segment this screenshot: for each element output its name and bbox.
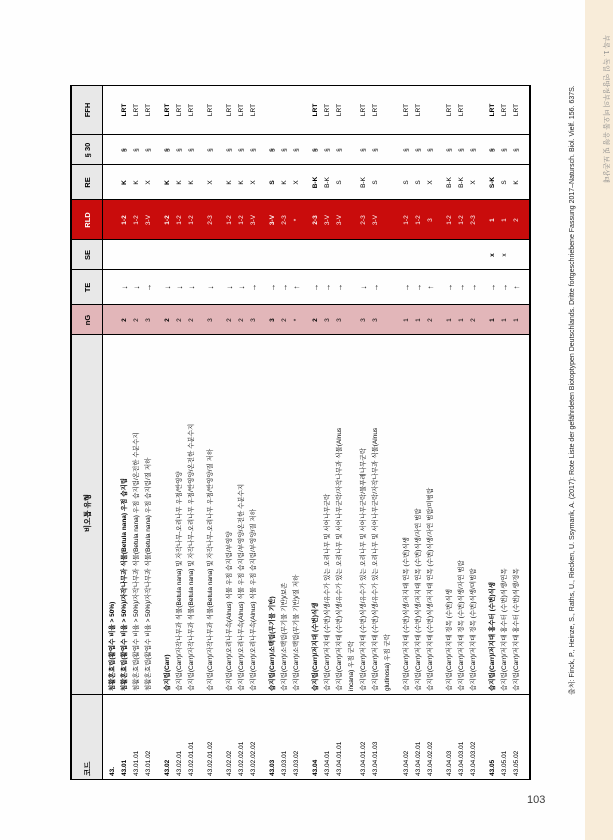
- cell-ng: 2: [176, 318, 183, 322]
- cell-ffh: LRT: [226, 103, 233, 117]
- cell-re: X: [145, 180, 152, 185]
- cell-ng: 2: [164, 318, 171, 322]
- cell-rld: 3: [427, 218, 434, 222]
- column-rule: [72, 694, 529, 695]
- cell-re: S: [403, 180, 410, 185]
- cell-code: 43.02.01.02: [207, 741, 214, 776]
- cell-p30: §: [250, 148, 257, 152]
- table-row: [248, 85, 260, 780]
- table-row: [131, 85, 143, 780]
- cell-name: 습지림(Carr)/저지대 (수변)식생/저지대 연목 (수변)식생/자연 범람/미범람: [427, 487, 434, 691]
- column-header-name: 비오톱 유형: [82, 493, 92, 533]
- cell-code: 43.: [109, 766, 116, 776]
- cell-code: 43.04.02.02: [427, 741, 434, 776]
- cell-name: 습지림(Carr)/소택림(무기물 기반)/보존: [281, 582, 288, 691]
- cell-rld: 3-V: [269, 214, 276, 226]
- cell-ng: 1: [415, 318, 422, 322]
- cell-te: →: [402, 283, 411, 292]
- column-rule: [72, 334, 529, 335]
- cell-name: 습지림(Carr)/저지대 경목 (수변)식생: [446, 588, 453, 691]
- cell-code: 43.02.02: [226, 750, 233, 776]
- table-row: [444, 85, 456, 780]
- cell-code: 43.02.01.01: [188, 741, 195, 776]
- cell-ffh: LRT: [176, 103, 183, 117]
- group-gap: [155, 85, 162, 780]
- cell-name: 습지림(Carr)/저지대 경목 (수변)식생/자연 범람: [458, 560, 465, 691]
- cell-ng: 1: [403, 318, 410, 322]
- cell-rld: 1-2: [133, 215, 140, 225]
- cell-code: 43.01.01: [133, 750, 140, 776]
- table-header-row: [72, 85, 103, 780]
- cell-re: B-K: [360, 177, 367, 188]
- cell-re: S: [501, 180, 508, 185]
- cell-te: →: [445, 283, 454, 292]
- cell-ng: 3: [269, 318, 276, 322]
- column-header-code: 코드: [82, 761, 92, 776]
- column-header-ng: nG: [82, 314, 92, 326]
- table-row: [310, 85, 322, 780]
- cell-se: x: [501, 253, 508, 257]
- cell-te: →: [488, 283, 497, 292]
- cell-te: →: [500, 283, 509, 292]
- table-row: [468, 85, 480, 780]
- cell-ng: 1: [489, 318, 496, 322]
- cell-te: →: [249, 283, 258, 292]
- column-rule: [72, 164, 529, 165]
- column-header-te: TE: [82, 282, 92, 293]
- cell-p30: §: [269, 148, 276, 152]
- table-row: [267, 85, 279, 780]
- cell-rld: 3-V: [324, 214, 331, 226]
- column-rule: [72, 304, 529, 305]
- cell-name: 습지림(Carr)/저지대 (수변)식생/저지대 연목 (수변)식생: [403, 537, 410, 691]
- cell-code: 43.04.02: [403, 750, 410, 776]
- cell-ng: 1: [446, 318, 453, 322]
- cell-rld: 1-2: [176, 215, 183, 225]
- cell-te: ↓: [237, 285, 246, 290]
- table-row: [456, 85, 468, 780]
- cell-ng: 2: [238, 318, 245, 322]
- cell-rld: 3-V: [372, 214, 379, 226]
- table-row: [401, 85, 413, 780]
- cell-name: 습지림(Carr)/저지대 (수변)식생/유수가 있는 오리나무 및 서어나무군락/자작나무과 식물(Alnus incana) 우점 군락: [336, 427, 355, 691]
- cell-te: →: [414, 283, 423, 292]
- cell-ffh: LRT: [312, 103, 319, 117]
- cell-code: 43.02.02.02: [250, 741, 257, 776]
- cell-re: K: [121, 180, 128, 185]
- cell-p30: §: [470, 148, 477, 152]
- cell-name: 습지림(Carr)/저지대 경목 (수변)식생/미범람: [470, 568, 477, 691]
- cell-name: 침활혼효림(활엽수 비율 > 50%)/자작나무과 식물(Betula nana) 우점 습지림: [121, 477, 128, 691]
- cell-name: 습지림(Carr)/저지대 홍수터 (수변)식생/경목: [513, 568, 520, 691]
- cell-code: 43.04.01: [324, 750, 331, 776]
- cell-re: B-K: [446, 177, 453, 188]
- cell-te: →: [144, 283, 153, 292]
- cell-ffh: LRT: [164, 103, 171, 117]
- cell-p30: §: [489, 148, 496, 152]
- cell-code: 43.05: [489, 759, 496, 776]
- cell-rld: 2-3: [470, 215, 477, 225]
- column-rule: [72, 199, 529, 200]
- cell-p30: §: [360, 148, 367, 152]
- cell-name: 습지림(Carr)/오리나무속(Alnus) 식물 우점 습지림/부영양/온전한 수분수지: [238, 483, 245, 691]
- cell-ng: 3: [324, 318, 331, 322]
- cell-name: 습지림(Carr)/오리나무속(Alnus) 식물 우점 습지림/부영양/질 저하: [250, 508, 257, 691]
- rotated-table-area: [70, 85, 585, 780]
- cell-p30: §: [501, 148, 508, 152]
- table-row: [291, 85, 303, 780]
- cell-rld: 2-3: [207, 215, 214, 225]
- cell-re: B-K: [312, 176, 319, 189]
- cell-rld: 3-V: [336, 214, 343, 226]
- cell-te: ↑: [512, 285, 521, 290]
- cell-code: 43.04: [312, 759, 319, 776]
- cell-re: K: [238, 180, 245, 185]
- group-gap: [260, 85, 267, 780]
- cell-name: 습지림(Carr)/저지대 홍수터 (수변)식생/연목: [501, 568, 508, 691]
- column-rule: [72, 779, 529, 780]
- cell-p30: §: [145, 148, 152, 152]
- cell-ffh: LRT: [372, 103, 379, 117]
- cell-rld: 1-2: [164, 215, 171, 225]
- cell-name: 습지림(Carr)/오리나무속(Alnus) 식물 우점 습지림/부영양: [226, 531, 233, 691]
- column-header-p30: § 30: [82, 142, 92, 158]
- table-row: [186, 85, 198, 780]
- cell-re: B-K: [458, 177, 465, 188]
- cell-name: 습지림(Carr)/저지대 (수변)식생/저지대 연목 (수변)식생/자연 범람: [415, 508, 422, 691]
- table-row: [174, 85, 186, 780]
- column-header-se: SE: [82, 250, 92, 261]
- cell-name: 습지림(Carr)/저지대 (수변)식생: [312, 602, 319, 691]
- cell-p30: §: [372, 148, 379, 152]
- cell-code: 43.03.01: [281, 750, 288, 776]
- column-header-ffh: FFH: [82, 102, 92, 118]
- cell-p30: §: [513, 148, 520, 152]
- cell-te: ↓: [225, 285, 234, 290]
- table-row: [162, 85, 174, 780]
- column-rule: [72, 134, 529, 135]
- cell-re: K: [164, 180, 171, 185]
- cell-te: ↑: [292, 285, 301, 290]
- cell-te: →: [335, 283, 344, 292]
- cell-te: ↓: [175, 285, 184, 290]
- table-row: [334, 85, 358, 780]
- cell-rld: 3-V: [145, 214, 152, 226]
- cell-name: 습지림(Carr)/저지대 (수변)식생/유수가 있는 오리나무 및 서어나무군락/물푸레나무군락: [360, 448, 367, 691]
- cell-ffh: LRT: [133, 103, 140, 117]
- cell-ffh: LRT: [145, 103, 152, 117]
- cell-ffh: LRT: [250, 103, 257, 117]
- cell-name: 침활혼효림(활엽수 비율 > 50%)/자작나무과 식물(Betula nana) 우점 습지림/질 저하: [145, 457, 152, 691]
- cell-re: X: [470, 180, 477, 185]
- group-gap: [303, 85, 310, 780]
- cell-p30: §: [238, 148, 245, 152]
- table-row: [205, 85, 217, 780]
- cell-p30: §: [312, 148, 319, 152]
- side-caption: 부록 1. 독일 연방정부의 비오톱 유형 및 보존상태: [602, 35, 609, 183]
- cell-re: K: [188, 180, 195, 185]
- cell-p30: §: [336, 148, 343, 152]
- cell-code: 43.04.01.01: [336, 741, 343, 776]
- cell-ng: 2: [427, 318, 434, 322]
- cell-te: →: [280, 283, 289, 292]
- source-citation: 출처: Finck, P., Heinze, S., Raths, U., Riecken, U. Ssymank, A. (2017): Rote Liste der gefährdeten Biotoptypen Deutschlands. Dritte fortgeschriebene Fassung 2017–Natursch. Biol. Vielf. 156. 637S.: [569, 85, 576, 695]
- cell-rld: 3-V: [250, 214, 257, 226]
- cell-te: →: [268, 283, 277, 292]
- cell-name: 습지림(Carr)/저지대 홍수터 (수변)식생: [489, 581, 496, 691]
- cell-ng: 1: [501, 318, 508, 322]
- column-rule: [72, 85, 529, 86]
- cell-te: ↓: [359, 285, 368, 290]
- cell-ffh: LRT: [336, 103, 343, 117]
- group-gap: [437, 85, 444, 780]
- cell-re: K: [176, 180, 183, 185]
- cell-p30: §: [121, 148, 128, 152]
- cell-code: 43.04.03: [446, 750, 453, 776]
- cell-re: X: [250, 180, 257, 185]
- cell-ng: 3: [360, 318, 367, 322]
- cell-name: 침활혼효림(활엽수 비율 > 50%)/자작나무과 식물(Betula nana) 우점 습지림/온전한 수분수지: [133, 432, 140, 691]
- cell-rld: 2-3: [312, 215, 319, 225]
- cell-name: 습지림(Carr)/자작나무과 식물(Betula nana) 및 자작나무-오리나무 우점/반영양: [176, 471, 183, 691]
- cell-p30: §: [446, 148, 453, 152]
- cell-rld: 2-3: [281, 215, 288, 225]
- table-row: [279, 85, 291, 780]
- group-gap: [198, 85, 205, 780]
- table-body: [103, 85, 529, 780]
- cell-rld: 2: [513, 218, 520, 222]
- table-row: [499, 85, 511, 780]
- cell-ng: 3: [250, 318, 257, 322]
- cell-ng: 2: [121, 318, 128, 322]
- cell-re: X: [293, 180, 300, 185]
- cell-ffh: LRT: [513, 103, 520, 117]
- cell-name: 습지림(Carr)/자작나무과 식물(Betula nana) 및 자작나무-오리나무 우점/반영양/온전한 수분수지: [188, 423, 195, 691]
- cell-te: ↓: [206, 285, 215, 290]
- cell-ffh: LRT: [415, 103, 422, 117]
- cell-name: 습지림(Carr)/저지대 (수변)식생/유수가 있는 오리나무 및 서어나무군락/자작나무과 식물(Alnus glutinosa) 우점 군락: [372, 427, 391, 691]
- table-row: [322, 85, 334, 780]
- cell-rld: 1-2: [458, 215, 465, 225]
- cell-p30: §: [427, 148, 434, 152]
- cell-p30: §: [176, 148, 183, 152]
- cell-re: K: [281, 180, 288, 185]
- cell-code: 43.01.02: [145, 750, 152, 776]
- cell-re: S: [336, 180, 343, 185]
- cell-ng: 2: [470, 318, 477, 322]
- cell-code: 43.03.02: [293, 750, 300, 776]
- cell-re: K: [226, 180, 233, 185]
- table-row: [358, 85, 370, 780]
- cell-rld: 1-2: [226, 215, 233, 225]
- table-row: [224, 85, 236, 780]
- cell-p30: §: [324, 148, 331, 152]
- cell-rld: *: [293, 218, 300, 222]
- cell-code: 43.01: [121, 759, 128, 776]
- cell-rld: 1-2: [121, 215, 128, 225]
- cell-ffh: LRT: [489, 103, 496, 117]
- cell-ffh: LRT: [238, 103, 245, 117]
- cell-ffh: LRT: [403, 103, 410, 117]
- table-row: [236, 85, 248, 780]
- cell-p30: §: [188, 148, 195, 152]
- cell-code: 43.04.03.02: [470, 741, 477, 776]
- column-rule: [72, 269, 529, 270]
- cell-te: ↑: [426, 285, 435, 290]
- cell-te: →: [371, 283, 380, 292]
- group-gap: [480, 85, 487, 780]
- cell-ng: 3: [372, 318, 379, 322]
- cell-ng: 2: [188, 318, 195, 322]
- table-row: [487, 85, 499, 780]
- biotope-table: [70, 85, 531, 780]
- cell-code: 43.02.01: [176, 750, 183, 776]
- group-gap: [394, 85, 401, 780]
- table-row: [425, 85, 437, 780]
- cell-ng: 2: [281, 318, 288, 322]
- cell-code: 43.04.03.01: [458, 741, 465, 776]
- cell-te: ↓: [120, 285, 129, 290]
- cell-ffh: LRT: [188, 103, 195, 117]
- cell-name: 습지림(Carr)/저지대 (수변)식생/유수가 있는 오리나무 및 서어나무군락: [324, 493, 331, 691]
- cell-ng: 1: [458, 318, 465, 322]
- cell-p30: §: [207, 148, 214, 152]
- cell-code: 43.05.02: [513, 750, 520, 776]
- cell-re: K: [133, 180, 140, 185]
- cell-code: 43.04.02.01: [415, 741, 422, 776]
- cell-re: S: [415, 180, 422, 185]
- cell-ng: 2: [133, 318, 140, 322]
- cell-p30: §: [164, 148, 171, 152]
- cell-te: →: [469, 283, 478, 292]
- cell-re: S-K: [489, 176, 496, 189]
- cell-te: →: [457, 283, 466, 292]
- table-row: [511, 85, 523, 780]
- column-rule: [72, 239, 529, 240]
- page-number: 103: [527, 794, 546, 806]
- cell-rld: 2-3: [360, 215, 367, 225]
- cell-name: 습지림(Carr)/소택림(무기물 기반)/질 저하: [293, 574, 300, 691]
- cell-ffh: LRT: [446, 103, 453, 117]
- cell-re: X: [427, 180, 434, 185]
- cell-te: ↓: [163, 285, 172, 290]
- cell-code: 43.05.01: [501, 750, 508, 776]
- cell-rld: 1-2: [403, 215, 410, 225]
- cell-code: 43.04.01.03: [372, 741, 379, 776]
- cell-name: 습지림(Carr)/자작나무과 식물(Betula nana) 및 자작나무-오리나무 우점/반영양/질 저하: [207, 448, 214, 691]
- column-header-rld: RLD: [82, 212, 92, 228]
- cell-ng: *: [293, 318, 300, 322]
- cell-rld: 1-2: [238, 215, 245, 225]
- column-header-re: RE: [82, 177, 92, 188]
- cell-rld: 1-2: [188, 215, 195, 225]
- table-row: [119, 85, 131, 780]
- cell-code: 43.02: [164, 759, 171, 776]
- cell-code: 43.03: [269, 759, 276, 776]
- cell-ng: 2: [312, 318, 319, 322]
- cell-ffh: LRT: [121, 103, 128, 117]
- cell-ng: 3: [207, 318, 214, 322]
- cell-rld: 1-2: [415, 215, 422, 225]
- cell-rld: 1-2: [446, 215, 453, 225]
- cell-name: 습지림(Carr)/소택림(무기물 기반): [269, 596, 276, 691]
- cell-te: ↓: [187, 285, 196, 290]
- cell-p30: §: [403, 148, 410, 152]
- cell-ng: 3: [145, 318, 152, 322]
- table-row: [413, 85, 425, 780]
- table-row: [370, 85, 394, 780]
- cell-p30: §: [133, 148, 140, 152]
- cell-re: K: [513, 180, 520, 185]
- cell-p30: §: [458, 148, 465, 152]
- cell-ffh: LRT: [360, 103, 367, 117]
- cell-code: 43.04.01.02: [360, 741, 367, 776]
- cell-te: →: [311, 283, 320, 292]
- cell-p30: §: [226, 148, 233, 152]
- cell-ffh: LRT: [207, 103, 214, 117]
- cell-se: x: [489, 253, 496, 257]
- cell-ng: 2: [226, 318, 233, 322]
- cell-ffh: LRT: [501, 103, 508, 117]
- cell-rld: 1: [501, 218, 508, 222]
- cell-re: S: [372, 180, 379, 185]
- cell-name: 습지림(Carr): [164, 654, 171, 691]
- cell-p30: §: [281, 148, 288, 152]
- cell-re: S: [269, 180, 276, 185]
- cell-ng: 3: [336, 318, 343, 322]
- cell-re: B-K: [324, 177, 331, 188]
- cell-name: 침활혼효림(활엽수 비율 > 50%): [109, 601, 116, 691]
- cell-code: 43.02.02.01: [238, 741, 245, 776]
- table-row: [107, 85, 119, 780]
- group-gap: [217, 85, 224, 780]
- cell-ng: 1: [513, 318, 520, 322]
- cell-te: ↓: [132, 285, 141, 290]
- cell-p30: §: [415, 148, 422, 152]
- cell-ffh: LRT: [324, 103, 331, 117]
- table-row: [143, 85, 155, 780]
- cell-p30: §: [293, 148, 300, 152]
- cell-rld: 1: [489, 218, 496, 222]
- cell-re: X: [207, 180, 214, 185]
- cell-ffh: LRT: [458, 103, 465, 117]
- cell-te: →: [323, 283, 332, 292]
